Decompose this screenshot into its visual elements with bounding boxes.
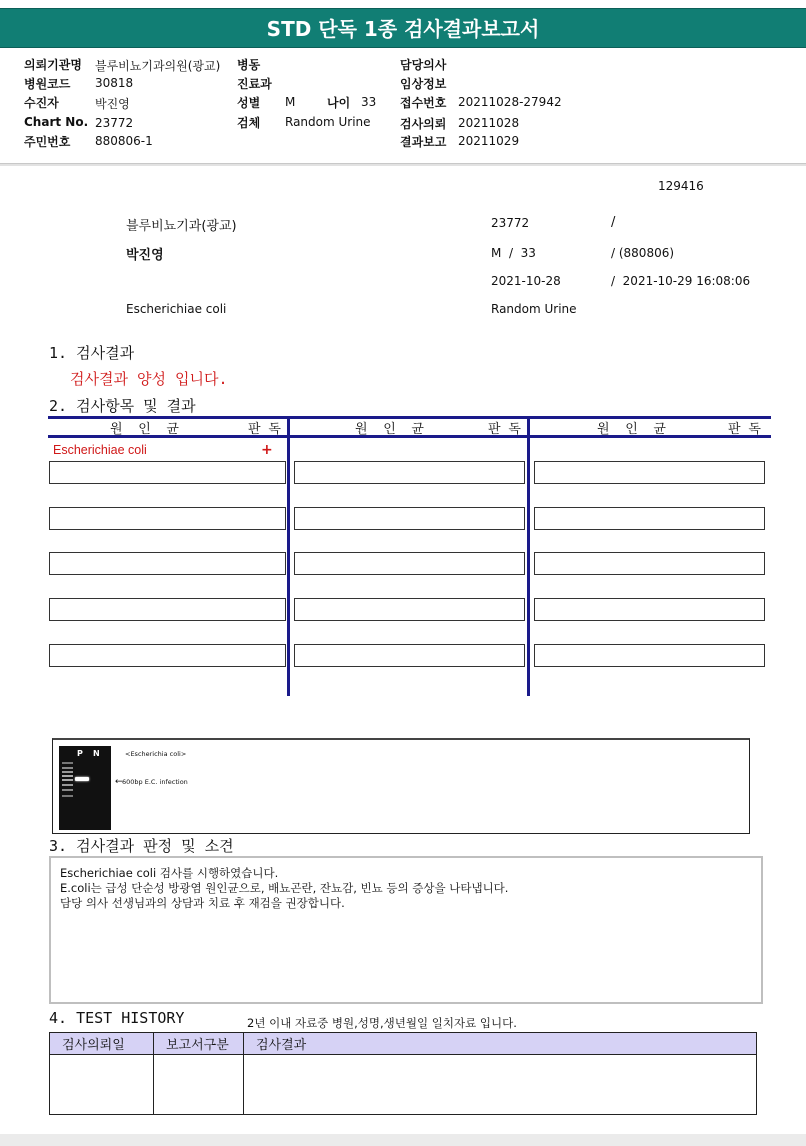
hospital-code-value: 30818 xyxy=(95,76,134,90)
history-col-request-date: 검사의뢰일 xyxy=(50,1033,154,1055)
history-table xyxy=(49,1032,757,1115)
summary-patient: 박진영 xyxy=(126,248,164,263)
col-header-pathogen-2: 원 인 균 xyxy=(355,422,424,437)
history-col-report-type: 보고서구분 xyxy=(154,1033,244,1055)
gel-lane-n-label: N xyxy=(93,749,100,758)
ladder-band xyxy=(62,795,73,797)
summary-specimen: Random Urine xyxy=(491,302,577,316)
request-date-label: 검사의뢰 xyxy=(400,117,447,131)
receipt-no-value: 20211028-27942 xyxy=(458,95,562,109)
results-col-divider-2 xyxy=(527,416,530,696)
col-header-result-3: 판 독 xyxy=(728,422,761,437)
result-box xyxy=(49,598,286,621)
section1-title: 1. 검사결과 xyxy=(49,344,135,362)
col-header-result-2: 판 독 xyxy=(488,422,521,437)
band-label: 600bp E.C. infection xyxy=(122,778,188,786)
document-number: 129416 xyxy=(658,179,704,193)
ladder-band xyxy=(62,784,73,786)
id-value: 880806-1 xyxy=(95,134,153,148)
ladder-band xyxy=(62,762,73,764)
receipt-no-label: 접수번호 xyxy=(400,96,447,110)
positive-result-message: 검사결과 양성 입니다. xyxy=(70,370,228,388)
age-value: 33 xyxy=(361,95,377,109)
patient-label: 수진자 xyxy=(24,96,59,110)
findings-line: Escherichiae coli 검사를 시행하였습니다. xyxy=(60,866,279,880)
result-box xyxy=(294,552,525,575)
id-label: 주민번호 xyxy=(24,135,71,149)
result-box xyxy=(534,507,765,530)
summary-birth: / (880806) xyxy=(611,246,675,260)
ladder-band xyxy=(62,767,73,769)
result-box xyxy=(294,461,525,484)
result-box xyxy=(534,598,765,621)
findings-line: E.coli는 급성 단순성 방광염 원인균으로, 배뇨곤란, 잔뇨감, 빈뇨 등의 증상을 나타냅니다. xyxy=(60,881,509,895)
result-box xyxy=(534,644,765,667)
result-box xyxy=(534,461,765,484)
doctor-label: 담당의사 xyxy=(400,58,447,72)
age-label: 나이 xyxy=(327,96,351,110)
summary-reported-date: / 2021-10-29 16:08:06 xyxy=(611,274,751,288)
ladder-band xyxy=(62,771,73,773)
chart-no-label: Chart No. xyxy=(24,115,89,129)
report-date-label: 결과보고 xyxy=(400,135,447,149)
section3-title: 3. 검사결과 판정 및 소견 xyxy=(49,837,234,855)
history-empty-row xyxy=(50,1055,757,1115)
section4-title: 4. TEST HISTORY xyxy=(49,1009,185,1027)
header-divider xyxy=(0,163,806,166)
institution-label: 의뢰기관명 xyxy=(24,58,82,72)
gel-electrophoresis-panel xyxy=(52,738,750,834)
summary-organism: Escherichiae coli xyxy=(126,302,227,316)
gel-image xyxy=(59,746,111,830)
section2-title: 2. 검사항목 및 결과 xyxy=(49,397,196,415)
col-header-pathogen-3: 원 인 균 xyxy=(597,422,666,437)
chart-no-value: 23772 xyxy=(95,116,134,130)
gel-caption: <Escherichia coli> xyxy=(125,750,187,758)
col-header-result-1: 판 독 xyxy=(248,422,281,437)
findings-box xyxy=(49,856,763,1004)
summary-chart: 23772 xyxy=(491,216,530,230)
result-box xyxy=(534,552,765,575)
gel-lane-p-label: P xyxy=(77,749,83,758)
result-box xyxy=(49,552,286,575)
specimen-label: 검체 xyxy=(237,116,261,130)
summary-received-date: 2021-10-28 xyxy=(491,274,561,288)
request-date-value: 20211028 xyxy=(458,116,520,130)
result-box xyxy=(49,644,286,667)
ladder-band xyxy=(62,775,73,777)
result-box xyxy=(49,461,286,484)
result-positive-mark: + xyxy=(261,442,273,458)
result-box xyxy=(294,644,525,667)
band-arrow-icon: ← xyxy=(115,777,123,787)
result-box xyxy=(49,507,286,530)
history-col-result: 검사결과 xyxy=(244,1033,757,1055)
patient-value: 박진영 xyxy=(95,97,130,111)
report-title: STD 단독 1종 검사결과보고서 xyxy=(0,8,806,48)
clinical-info-label: 임상정보 xyxy=(400,77,447,91)
sex-label: 성별 xyxy=(237,96,261,110)
department-label: 진료과 xyxy=(237,77,272,91)
ladder-band xyxy=(62,779,73,781)
report-date-value: 20211029 xyxy=(458,134,520,148)
results-col-divider-1 xyxy=(287,416,290,696)
result-box xyxy=(294,507,525,530)
history-note: 2년 이내 자료중 병원,성명,생년월일 일치자료 입니다. xyxy=(247,1016,517,1030)
col-header-pathogen-1: 원 인 균 xyxy=(110,422,179,437)
ward-label: 병동 xyxy=(237,58,261,72)
summary-clinic: 블루비뇨기과(광교) xyxy=(126,219,237,234)
positive-band xyxy=(75,777,89,781)
sex-value: M xyxy=(285,95,296,109)
ladder-band xyxy=(62,789,73,791)
hospital-code-label: 병원코드 xyxy=(24,77,71,91)
institution-value: 블루비뇨기과의원(광교) xyxy=(95,59,221,73)
summary-slash: / xyxy=(611,215,616,230)
footer-bar xyxy=(0,1134,806,1146)
result-box xyxy=(294,598,525,621)
summary-sex-age: M / 33 xyxy=(491,246,536,260)
result-pathogen-ecoli: Escherichiae coli xyxy=(53,443,147,457)
specimen-value: Random Urine xyxy=(285,115,371,129)
findings-line: 담당 의사 선생님과의 상담과 치료 후 재검을 권장합니다. xyxy=(60,896,345,910)
